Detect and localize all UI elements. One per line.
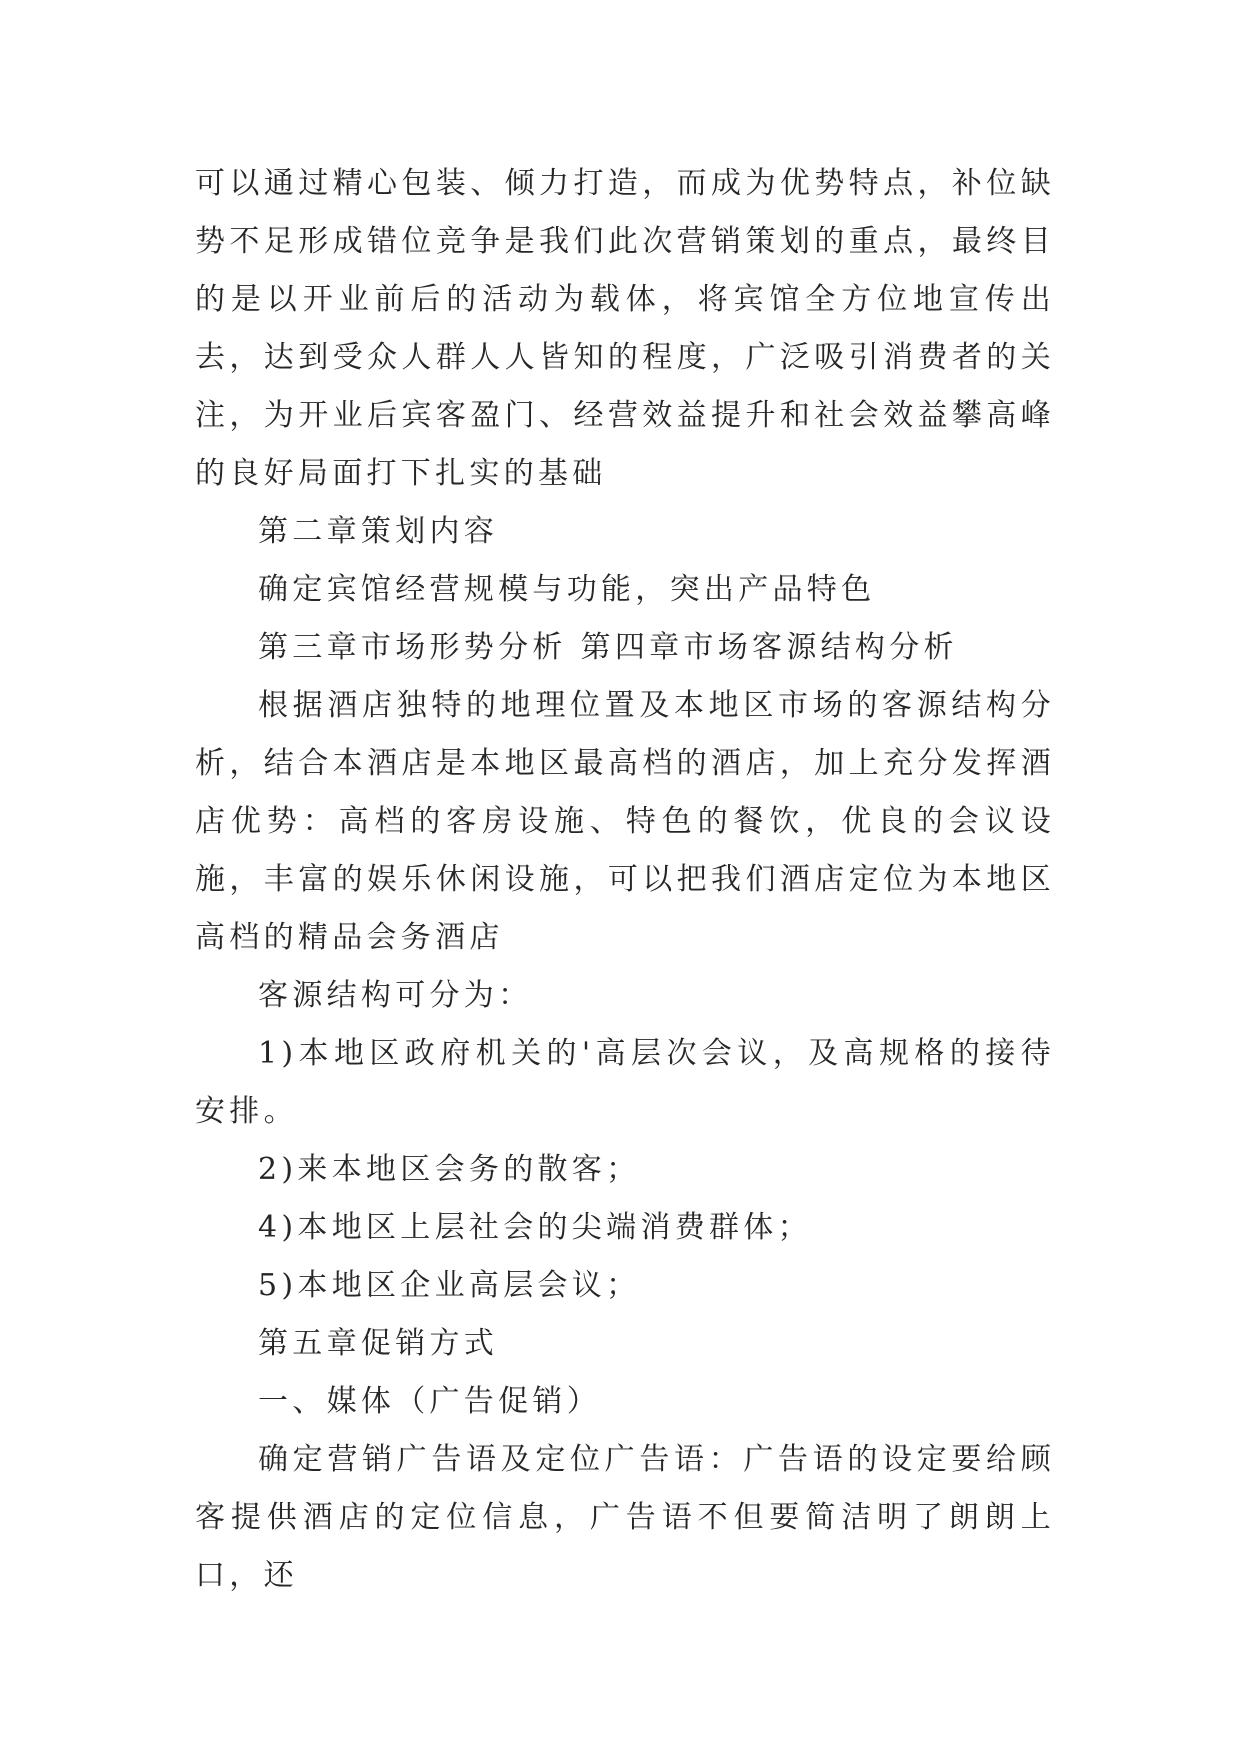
chapter-two-heading: 第二章策划内容 bbox=[258, 514, 499, 549]
list-item-4: 4)本地区上层社会的尖端消费群体； bbox=[258, 1210, 812, 1245]
chapter-three-four-heading: 第三章市场形势分析 第四章市场客源结构分析 bbox=[258, 630, 958, 665]
document-body bbox=[195, 155, 1055, 1605]
paragraph-scale-function: 确定宾馆经营规模与功能，突出产品特色 bbox=[258, 572, 876, 607]
list-item-5: 5)本地区企业高层会议； bbox=[258, 1268, 641, 1303]
paragraph-slogan: 确定营销广告语及定位广告语：广告语的设定要给顾客提供酒店的定位信息，广告语不但要简洁明了朗朗上口，还 bbox=[195, 1442, 1055, 1593]
list-item-2: 2)来本地区会务的散客； bbox=[258, 1152, 641, 1187]
paragraph-customer-structure: 客源结构可分为： bbox=[258, 978, 533, 1013]
section-media-heading: 一、媒体（广告促销） bbox=[258, 1384, 601, 1419]
chapter-five-heading: 第五章促销方式 bbox=[258, 1326, 499, 1361]
list-item-1: 1)本地区政府机关的'高层次会议，及高规格的接待安排。 bbox=[195, 1036, 1055, 1129]
paragraph-positioning: 根据酒店独特的地理位置及本地区市场的客源结构分析，结合本酒店是本地区最高档的酒店，加上充分发挥酒店优势：高档的客房设施、特色的餐饮，优良的会议设施，丰富的娱乐休闲设施，可以把我们酒店定位为本地区高档的精品会务酒店 bbox=[195, 688, 1055, 955]
paragraph-continued-intro: 可以通过精心包装、倾力打造，而成为优势特点，补位缺势不足形成错位竞争是我们此次营销策划的重点，最终目的是以开业前后的活动为载体，将宾馆全方位地宣传出去，达到受众人群人人皆知的程度，广泛吸引消费者的关注，为开业后宾客盈门、经营效益提升和社会效益攀高峰的良好局面打下扎实的基础 bbox=[195, 166, 1055, 491]
